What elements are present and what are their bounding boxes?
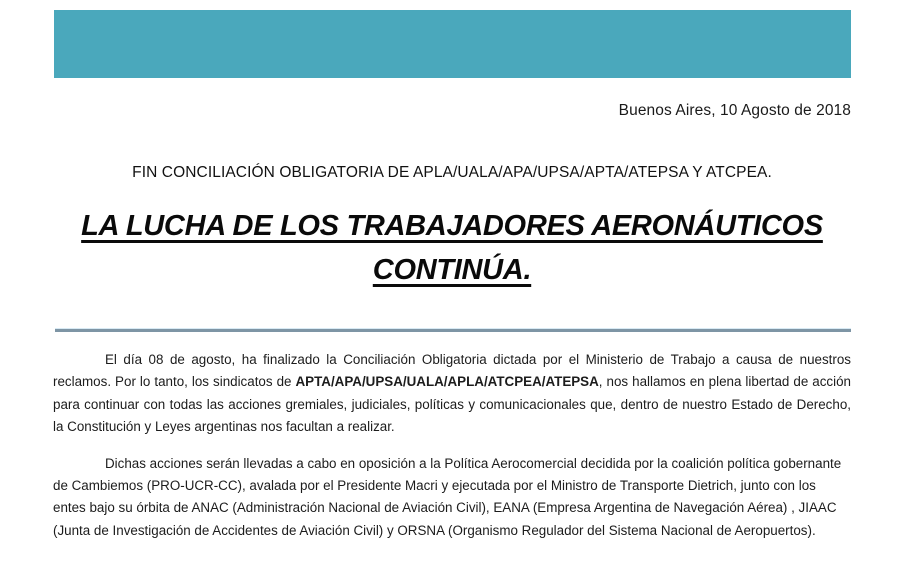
divider-rule [55, 328, 851, 332]
header-banner [54, 10, 851, 78]
body-text [53, 349, 851, 542]
text-run: , nos hallamos en plena libertad de acción para continuar con todas las acciones gremiales, judiciales, políticas y comunicacionales que, dentro de nuestro Estado de Derecho, la Constitución y Leyes argentinas nos facultan a realizar. [53, 374, 851, 435]
body-paragraph-2 [53, 453, 851, 543]
text-run: Dichas acciones serán llevadas a cabo en oposición a la Política Aerocomercial decidida por la coalición política gobernante de Cambiemos (PRO-UCR-CC), avalada por el Presidente Macri y ejecutada por el Ministro de Transporte Dietrich, junto con los entes bajo su órbita de ANAC (Administración Nacional de Aviación Civil), EANA (Empresa Argentina de Navegación Aérea) , JIAAC (Junta de Investigación de Accidentes de Aviación Civil) y ORSNA (Organismo Regulador del Sistema Nacional de Aeropuertos). [53, 455, 842, 538]
headline-line-1: LA LUCHA DE LOS TRABAJADORES AERONÁUTICOS [81, 210, 823, 242]
dateline: Buenos Aires, 10 Agosto de 2018 [618, 102, 851, 119]
text-run: El día 08 de agosto, ha finalizado la Conciliación Obligatoria dictada por el Ministerio de Trabajo a causa de nuestros reclamos. Por lo tanto, los sindicatos de [53, 352, 851, 390]
body-paragraph-1 [53, 349, 851, 439]
headline-line-2: CONTINÚA. [372, 254, 532, 286]
headline [53, 204, 851, 292]
document-page [0, 10, 904, 542]
subject-line: FIN CONCILIACIÓN OBLIGATORIA DE APLA/UALA/APA/UPSA/APTA/ATEPSA Y ATCPEA. [132, 164, 772, 181]
bold-text-run: APTA/APA/UPSA/UALA/APLA/ATCPEA/ATEPSA [295, 374, 599, 390]
